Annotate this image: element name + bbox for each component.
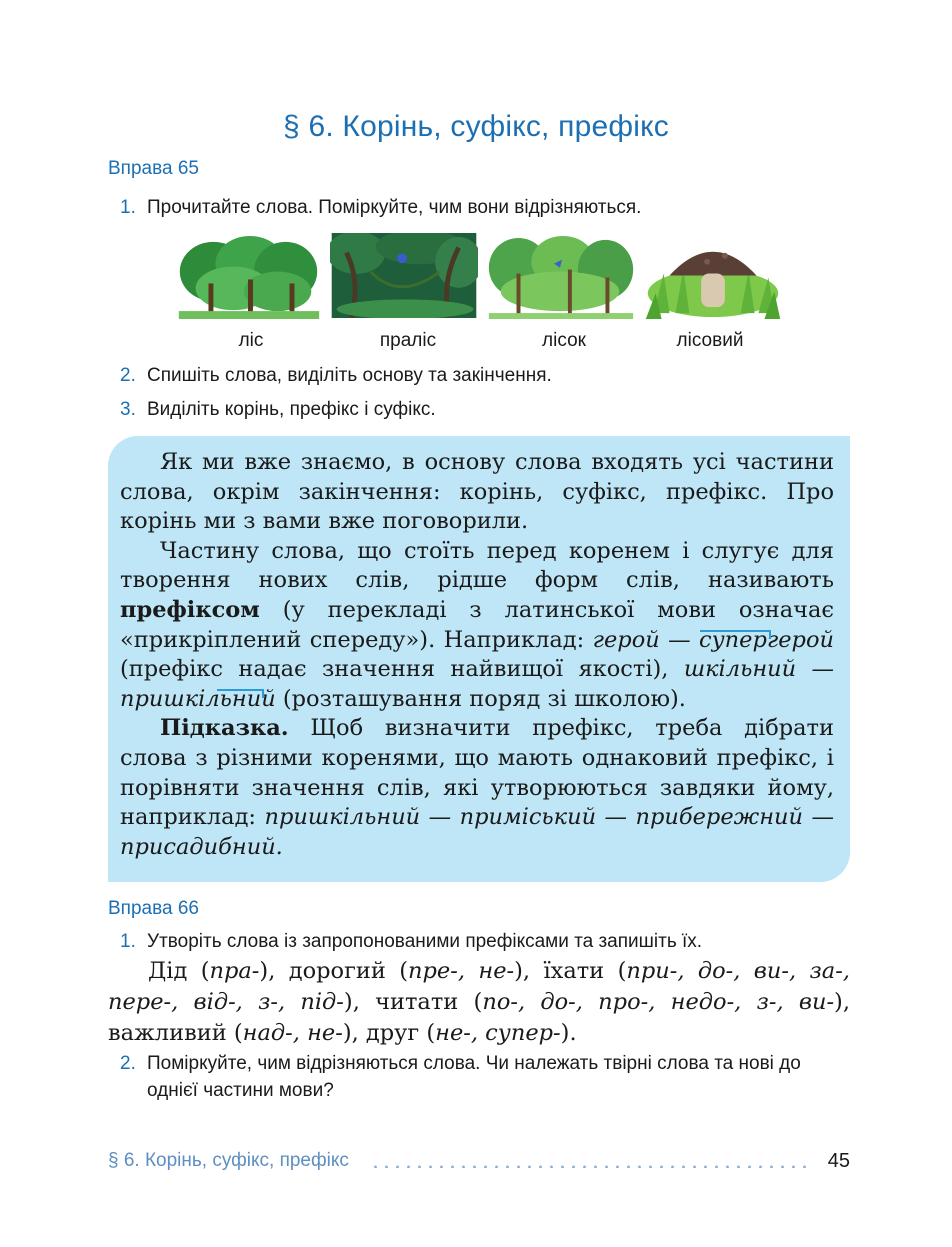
exercise-66-label: Вправа 66 bbox=[108, 898, 199, 919]
task-text: Прочитайте слова. Поміркуйте, чим вони відрізняються. bbox=[147, 197, 642, 218]
forest-illustration-icon bbox=[178, 234, 320, 319]
rule-example-1: герой — супергерой bbox=[592, 626, 835, 653]
separator: , bbox=[268, 958, 289, 984]
prefix-list: не-, супер- bbox=[435, 1020, 561, 1046]
prefix-list: по-, до-, про-, недо-, з-, ви- bbox=[482, 989, 835, 1015]
rule-hint bbox=[120, 714, 834, 862]
rule-text-part: (у перекладі з латинської мови означає «прикріплений спереду»). Наприклад: bbox=[120, 596, 834, 653]
hint-text: Щоб визначити префікс, треба дібрати слова з різними коренями, що мають однаковий префікс, і порівняти значення слів, які утворюються завдяки йому, наприклад: bbox=[120, 715, 834, 831]
prefix-list: пра- bbox=[209, 958, 260, 984]
prefix-list: пре-, не- bbox=[408, 958, 515, 984]
rule-text-part: Частину слова, що стоїть перед коренем і слугує для творення нових слів, рідше форм слів, називають bbox=[120, 537, 834, 594]
hint-label: Підказка. bbox=[160, 715, 289, 742]
footer-section-title: § 6. Корінь, суфікс, префікс bbox=[108, 1150, 349, 1171]
exercise-66-task-1 bbox=[120, 928, 702, 955]
base-word: дорогий bbox=[288, 958, 386, 984]
word-item: читати (по-, до-, про-, недо-, з-, ви-), bbox=[375, 989, 850, 1015]
rule-text-part: (розташування поряд зі школою). bbox=[275, 685, 686, 712]
base-word: друг bbox=[365, 1020, 420, 1046]
base-word: читати bbox=[375, 989, 459, 1015]
word-item: дорогий (пре-, не-), bbox=[288, 958, 544, 984]
task-text: Спишіть слова, виділіть основу та закінчення. bbox=[147, 365, 552, 386]
task-text: Виділіть корінь, префікс і суфікс. bbox=[147, 399, 436, 420]
rule-term: префіксом bbox=[120, 596, 260, 623]
task-number: 2. bbox=[120, 1053, 136, 1074]
base-word: їхати bbox=[543, 958, 605, 984]
rule-paragraph-2 bbox=[120, 537, 834, 715]
task-text: Поміркуйте, чим відрізняються слова. Чи належать твірні слова та нові до однієї частини мови? bbox=[147, 1053, 801, 1101]
exercise-66-words bbox=[108, 956, 850, 1049]
image-caption: лісок bbox=[542, 330, 586, 351]
image-caption: лісовий bbox=[676, 330, 744, 351]
task-number: 3. bbox=[120, 399, 136, 420]
separator: , bbox=[352, 989, 376, 1015]
exercise-65-task-3 bbox=[120, 396, 436, 423]
task-number: 1. bbox=[120, 197, 136, 218]
separator: , bbox=[842, 989, 850, 1015]
image-caption: праліс bbox=[379, 330, 437, 351]
rule-text-part: (префікс надає значення найвищої якості), bbox=[120, 656, 684, 683]
task-number: 1. bbox=[120, 931, 136, 952]
word-item: їхати (при-, до-, ви-, за-, пере-, від-, з-, під-), bbox=[108, 958, 850, 1015]
prefix-list: при-, до-, ви-, за-, пере-, від-, з-, під- bbox=[108, 958, 850, 1015]
jungle-illustration-icon bbox=[330, 233, 478, 318]
base-word: важливий bbox=[108, 1020, 227, 1046]
separator: . bbox=[569, 1020, 577, 1046]
rule-text bbox=[120, 448, 834, 862]
word-list bbox=[108, 956, 850, 1049]
footer-dots bbox=[370, 1165, 812, 1168]
task-number: 2. bbox=[120, 365, 136, 386]
word-item: друг (не-, супер-). bbox=[365, 1020, 577, 1046]
rule-paragraph-1: Як ми вже знаємо, в основу слова входять усі частини слова, окрім закінчення: корінь, суфікс, префікс. Про корінь ми з вами вже поговорили. bbox=[120, 449, 834, 535]
page-number: 45 bbox=[827, 1150, 850, 1172]
exercise-65-task-2 bbox=[120, 362, 552, 389]
word-item: Дід (пра-), bbox=[148, 958, 289, 984]
mushroom-illustration-icon bbox=[645, 234, 781, 319]
task-text: Утворіть слова із запропонованими префіксами та запишіть їх. bbox=[147, 931, 703, 952]
exercise-65-task-1 bbox=[120, 194, 641, 221]
hint-examples: пришкільний — приміський — прибережний — присадибний. bbox=[120, 804, 834, 860]
exercise-65-label: Вправа 65 bbox=[108, 158, 199, 179]
page-footer bbox=[108, 1150, 850, 1178]
base-word: Дід bbox=[148, 958, 188, 984]
grove-illustration-icon bbox=[488, 234, 634, 319]
separator: , bbox=[522, 958, 544, 984]
rule-example-2: шкільний — пришкільний bbox=[120, 656, 834, 712]
prefix-list: над-, не- bbox=[242, 1020, 343, 1046]
section-title: § 6. Корінь, суфікс, префікс bbox=[283, 110, 669, 143]
image-caption: ліс bbox=[238, 330, 264, 351]
word-item: важливий (над-, не-), bbox=[108, 1020, 366, 1046]
separator: , bbox=[351, 1020, 366, 1046]
exercise-66-task-2 bbox=[120, 1050, 850, 1104]
